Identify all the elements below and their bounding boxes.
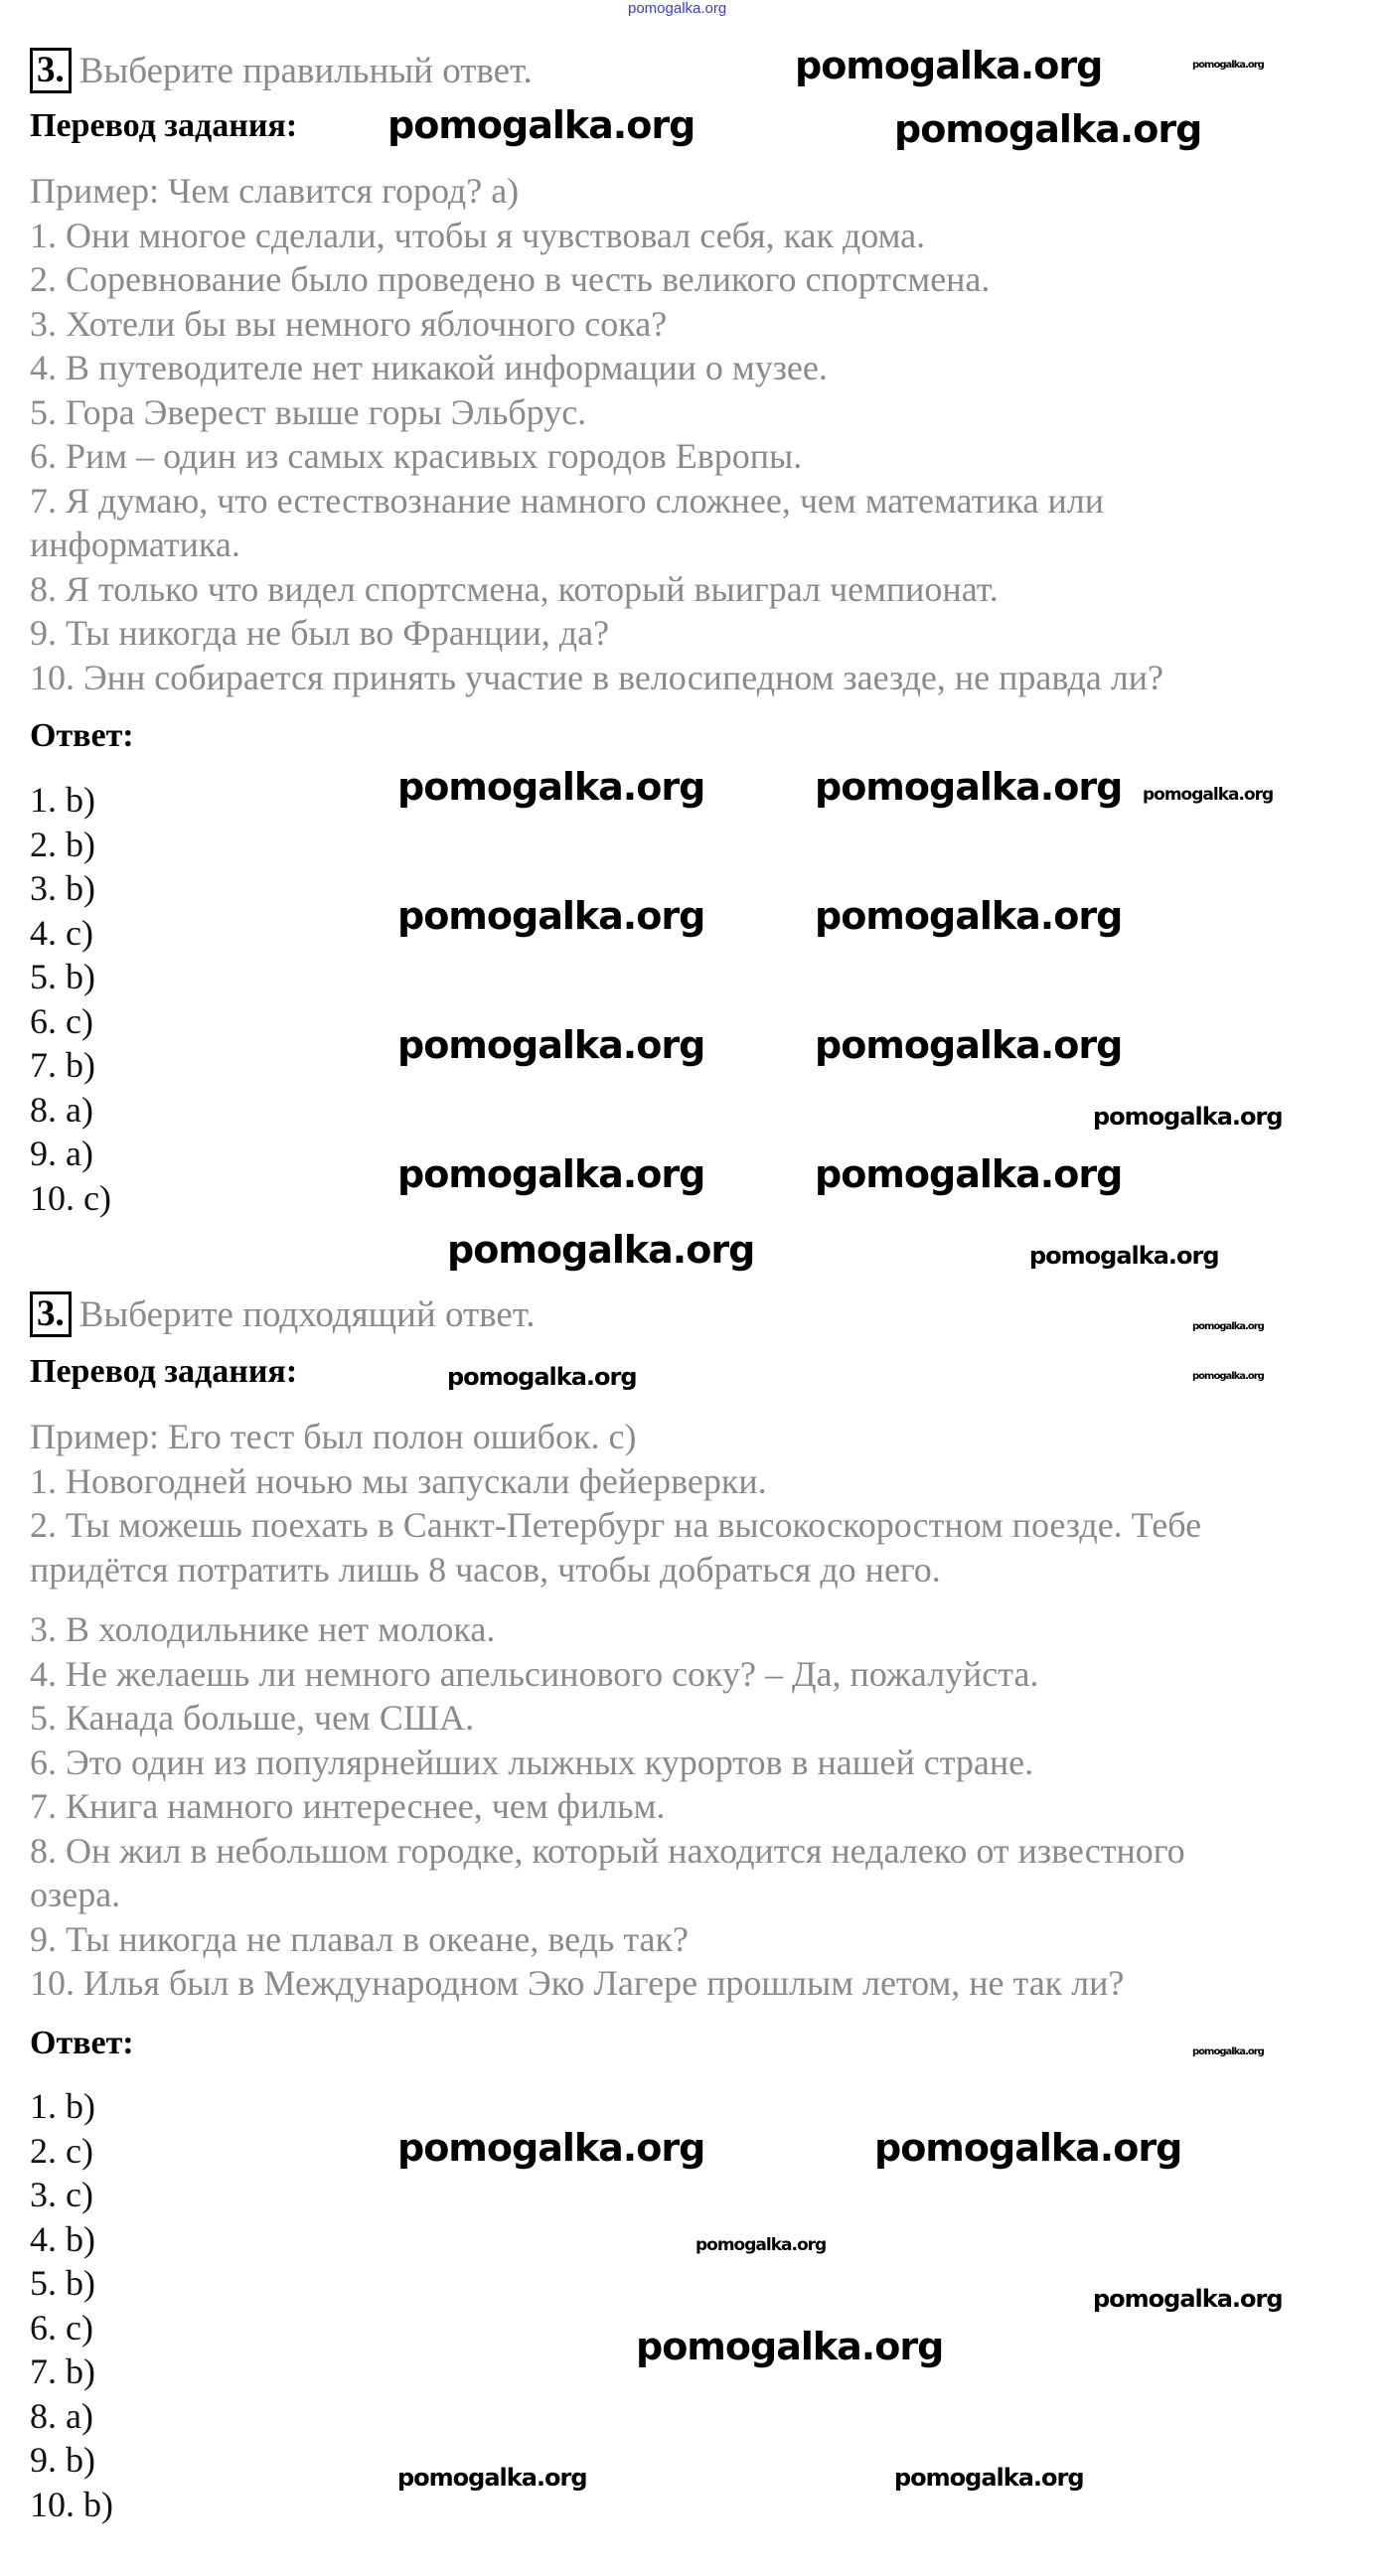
- list-item: придётся потратить лишь 8 часов, чтобы добраться до него.: [30, 1549, 941, 1590]
- answer-list: [30, 2084, 113, 2526]
- answer-heading: Ответ:: [30, 717, 134, 754]
- list-item: 5. Гора Эверест выше горы Эльбрус.: [30, 391, 587, 432]
- watermark: pomogalka.org: [815, 894, 1123, 938]
- answer-heading: Ответ:: [30, 2025, 134, 2061]
- answer-item: 3. c): [30, 2175, 93, 2214]
- task-instruction: Выберите подходящий ответ.: [78, 1293, 536, 1335]
- watermark: pomogalka.org: [815, 765, 1123, 809]
- watermark: pomogalka.org: [397, 1152, 705, 1196]
- watermark: pomogalka.org: [1029, 1242, 1219, 1270]
- list-item: 4. Не желаешь ли немного апельсинового соку? – Да, пожалуйста.: [30, 1653, 1039, 1694]
- watermark: pomogalka.org: [696, 2235, 827, 2255]
- task-header-2: [30, 1291, 535, 1337]
- watermark: pomogalka.org: [447, 1363, 637, 1391]
- watermark: pomogalka.org: [1192, 60, 1264, 71]
- list-item: 3. В холодильнике нет молока.: [30, 1609, 496, 1649]
- list-item: 4. В путеводителе нет никакой информации о музее.: [30, 348, 828, 387]
- list-item: Пример: Чем славится город? а): [30, 171, 520, 211]
- header-link[interactable]: pomogalka.org: [628, 0, 727, 17]
- list-item: 10. Энн собирается принять участие в велосипедном заезде, не правда ли?: [30, 657, 1163, 697]
- translation-list: [30, 1415, 1201, 2006]
- translation-list: [30, 169, 1163, 699]
- translation-heading: Перевод задания:: [30, 1353, 298, 1390]
- translation-heading: Перевод задания:: [30, 107, 298, 144]
- list-item: 1. Новогодней ночью мы запускали фейерверки.: [30, 1460, 767, 1501]
- list-item: 2. Соревнование было проведено в честь великого спортсмена.: [30, 259, 991, 299]
- list-item: 9. Ты никогда не плавал в океане, ведь так?: [30, 1918, 689, 1959]
- list-item: 3. Хотели бы вы немного яблочного сока?: [30, 303, 668, 344]
- watermark: pomogalka.org: [874, 2126, 1182, 2170]
- watermark: pomogalka.org: [636, 2325, 944, 2368]
- answer-item: 2. c): [30, 2130, 93, 2171]
- watermark: pomogalka.org: [1093, 1103, 1283, 1131]
- watermark: pomogalka.org: [397, 2464, 587, 2492]
- answer-item: 5. b): [30, 2263, 95, 2303]
- list-item: 1. Они многое сделали, чтобы я чувствовал себя, как дома.: [30, 215, 926, 255]
- answer-item: 6. c): [30, 1000, 93, 1041]
- watermark: pomogalka.org: [397, 894, 705, 938]
- watermark: pomogalka.org: [894, 2464, 1084, 2492]
- answer-item: 5. b): [30, 957, 95, 996]
- answer-item: 1. b): [30, 780, 95, 820]
- watermark: pomogalka.org: [795, 44, 1103, 87]
- answer-item: 7. b): [30, 1045, 95, 1085]
- answer-item: 3. b): [30, 868, 95, 908]
- answer-item: 10. c): [30, 1177, 111, 1218]
- answer-item: 8. a): [30, 1089, 93, 1130]
- watermark: pomogalka.org: [815, 1152, 1123, 1196]
- list-item: 6. Рим – один из самых красивых городов Европы.: [30, 436, 803, 476]
- task-number: 3.: [30, 48, 72, 93]
- watermark: pomogalka.org: [815, 1023, 1123, 1067]
- list-item: 5. Канада больше, чем США.: [30, 1698, 475, 1738]
- answer-item: 2. b): [30, 824, 95, 864]
- watermark: pomogalka.org: [1192, 1371, 1264, 1382]
- answer-item: 4. c): [30, 912, 93, 953]
- watermark: pomogalka.org: [447, 1228, 755, 1272]
- answer-item: 9. b): [30, 2440, 95, 2480]
- list-item: 8. Я только что видел спортсмена, который выиграл чемпионат.: [30, 568, 999, 609]
- answer-item: 10. b): [30, 2484, 113, 2524]
- watermark: pomogalka.org: [397, 2126, 705, 2170]
- watermark: pomogalka.org: [1143, 785, 1274, 805]
- answer-item: 7. b): [30, 2351, 95, 2391]
- list-item: 7. Я думаю, что естествознание намного сложнее, чем математика или: [30, 480, 1104, 521]
- list-item: 10. Илья был в Международном Эко Лагере прошлым летом, не так ли?: [30, 1963, 1125, 2003]
- answer-item: 4. b): [30, 2218, 95, 2259]
- watermark: pomogalka.org: [397, 1023, 705, 1067]
- watermark: pomogalka.org: [1093, 2285, 1283, 2313]
- answer-item: 8. a): [30, 2395, 93, 2436]
- watermark: pomogalka.org: [1192, 2046, 1264, 2057]
- task-instruction: Выберите правильный ответ.: [78, 50, 533, 91]
- answer-item: 6. c): [30, 2307, 93, 2348]
- list-item: 6. Это один из популярнейших лыжных курортов в нашей стране.: [30, 1742, 1034, 1782]
- answer-item: 9. a): [30, 1134, 93, 1173]
- list-item: 8. Он жил в небольшом городке, который находится недалеко от известного: [30, 1830, 1185, 1871]
- list-item: 9. Ты никогда не был во Франции, да?: [30, 613, 610, 653]
- list-item: 2. Ты можешь поехать в Санкт-Петербург на высокоскоростном поезде. Тебе: [30, 1505, 1202, 1545]
- list-item: озера.: [30, 1875, 121, 1914]
- watermark: pomogalka.org: [397, 765, 705, 809]
- answer-item: 1. b): [30, 2086, 95, 2126]
- list-item: Пример: Его тест был полон ошибок. c): [30, 1417, 637, 1456]
- answer-list: [30, 778, 111, 1220]
- task-header-1: [30, 48, 533, 93]
- watermark: pomogalka.org: [387, 103, 696, 147]
- watermark: pomogalka.org: [894, 107, 1202, 151]
- task-number: 3.: [30, 1291, 72, 1337]
- list-item: информатика.: [30, 525, 240, 564]
- watermark: pomogalka.org: [1192, 1321, 1264, 1332]
- list-item: 7. Книга намного интереснее, чем фильм.: [30, 1786, 666, 1826]
